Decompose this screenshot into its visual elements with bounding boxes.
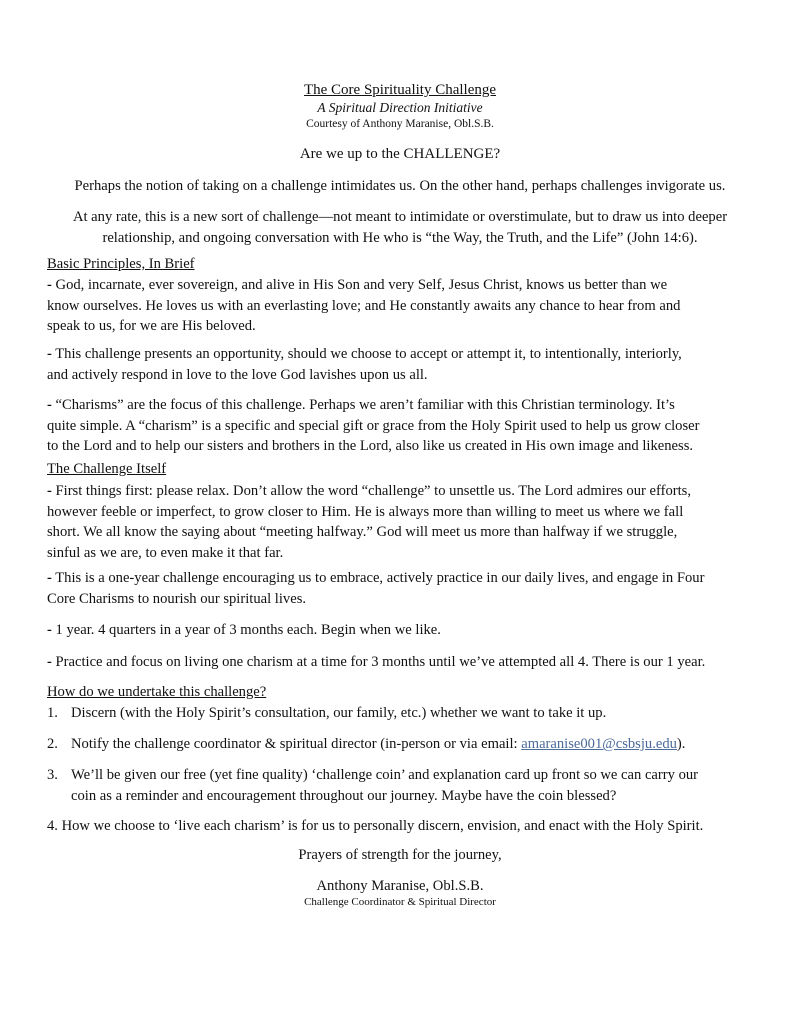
bullet-dash: - <box>47 346 52 362</box>
challenge-itself-heading: The Challenge Itself <box>47 461 167 477</box>
how-step-3: 3. We’ll be given our free (yet fine quality) ‘challenge coin’ and explanation card up front so we can carry our coin as a reminder and encouragement throughout our journey. Maybe have the coin blessed? <box>47 767 699 804</box>
how-step-4: 4. How we choose to ‘live each charism’ is for us to personally discern, envision, and enact with the Holy Spirit. <box>47 818 704 834</box>
bullet-dash: - <box>47 277 52 293</box>
intro-paragraph-1: Perhaps the notion of taking on a challenge intimidates us. On the other hand, perhaps challenges invigorate us. <box>74 178 726 194</box>
how-step-2: 2. Notify the challenge coordinator & spiritual director (in-person or via email: amaranise001@csbsju.edu). <box>47 734 685 755</box>
intro-paragraph-2-line-1: At any rate, this is a new sort of challenge—not meant to intimidate or overstimulate, but to draw us into deeper <box>72 209 728 225</box>
document-subtitle: A Spiritual Direction Initiative <box>317 100 483 115</box>
basic-principles-heading: Basic Principles, In Brief <box>47 256 195 272</box>
step-number: 3. <box>47 767 58 783</box>
signature-name: Anthony Maranise, Obl.S.B. <box>316 878 484 894</box>
document-title: The Core Spirituality Challenge <box>303 82 497 98</box>
bullet-dash: - <box>47 622 52 638</box>
intro-paragraph-2-line-2: relationship, and ongoing conversation with He who is “the Way, the Truth, and the Life” (John 14:6). <box>102 229 698 246</box>
how-step-1: 1. Discern (with the Holy Spirit’s consultation, our family, etc.) whether we want to take it up. <box>47 703 606 724</box>
basic-principle-3: - “Charisms” are the focus of this challenge. Perhaps we aren’t familiar with this Christian terminology. It’s quite simple. A “charism” is a specific and special gift or grace from the Holy Spirit used to help us grow closer to the Lord and to help our sisters and brothers in the Lord, also like us created in His own image and likeness. <box>47 397 700 454</box>
challenge-point-4: - Practice and focus on living one charism at a time for 3 months until we’ve attempted all 4. There is our 1 year. <box>47 654 706 670</box>
bullet-dash: - <box>47 654 52 670</box>
bullet-dash: - <box>47 483 52 499</box>
how-undertake-heading: How do we undertake this challenge? <box>47 684 267 700</box>
email-link[interactable]: amaranise001@csbsju.edu <box>521 736 677 752</box>
bullet-dash: - <box>47 397 52 413</box>
challenge-point-3: - 1 year. 4 quarters in a year of 3 months each. Begin when we like. <box>47 622 441 638</box>
challenge-point-2: - This is a one-year challenge encouraging us to embrace, actively practice in our daily lives, and engage in Four Core Charisms to nourish our spiritual lives. <box>47 570 705 607</box>
intro-paragraph-2 <box>0 207 800 248</box>
basic-principle-2: - This challenge presents an opportunity, should we choose to accept or attempt it, to intentionally, interiorly, and actively respond in love to the love God lavishes upon us all. <box>47 346 682 383</box>
signature-role: Challenge Coordinator & Spiritual Director <box>304 896 496 908</box>
closing-prayer: Prayers of strength for the journey, <box>298 847 502 863</box>
bullet-dash: - <box>47 570 52 586</box>
courtesy-line: Courtesy of Anthony Maranise, Obl.S.B. <box>306 118 494 130</box>
step-number: 2. <box>47 736 58 752</box>
step-number: 1. <box>47 705 58 721</box>
challenge-question: Are we up to the CHALLENGE? <box>299 146 501 162</box>
basic-principle-1: - God, incarnate, ever sovereign, and alive in His Son and very Self, Jesus Christ, knows us better than we know ourselves. He loves us with an everlasting love; and He constantly awaits any chance to hear from and speak to us, for we are His beloved. <box>47 277 681 334</box>
challenge-point-1: - First things first: please relax. Don’t allow the word “challenge” to unsettle us. The Lord admires our efforts, however feeble or imperfect, to grow closer to Him. He is always more than willing to meet us where we fall short. We all know the saying about “meeting halfway.” God will meet us more than halfway if we struggle, sinful as we are, to even make it that far. <box>47 483 692 561</box>
